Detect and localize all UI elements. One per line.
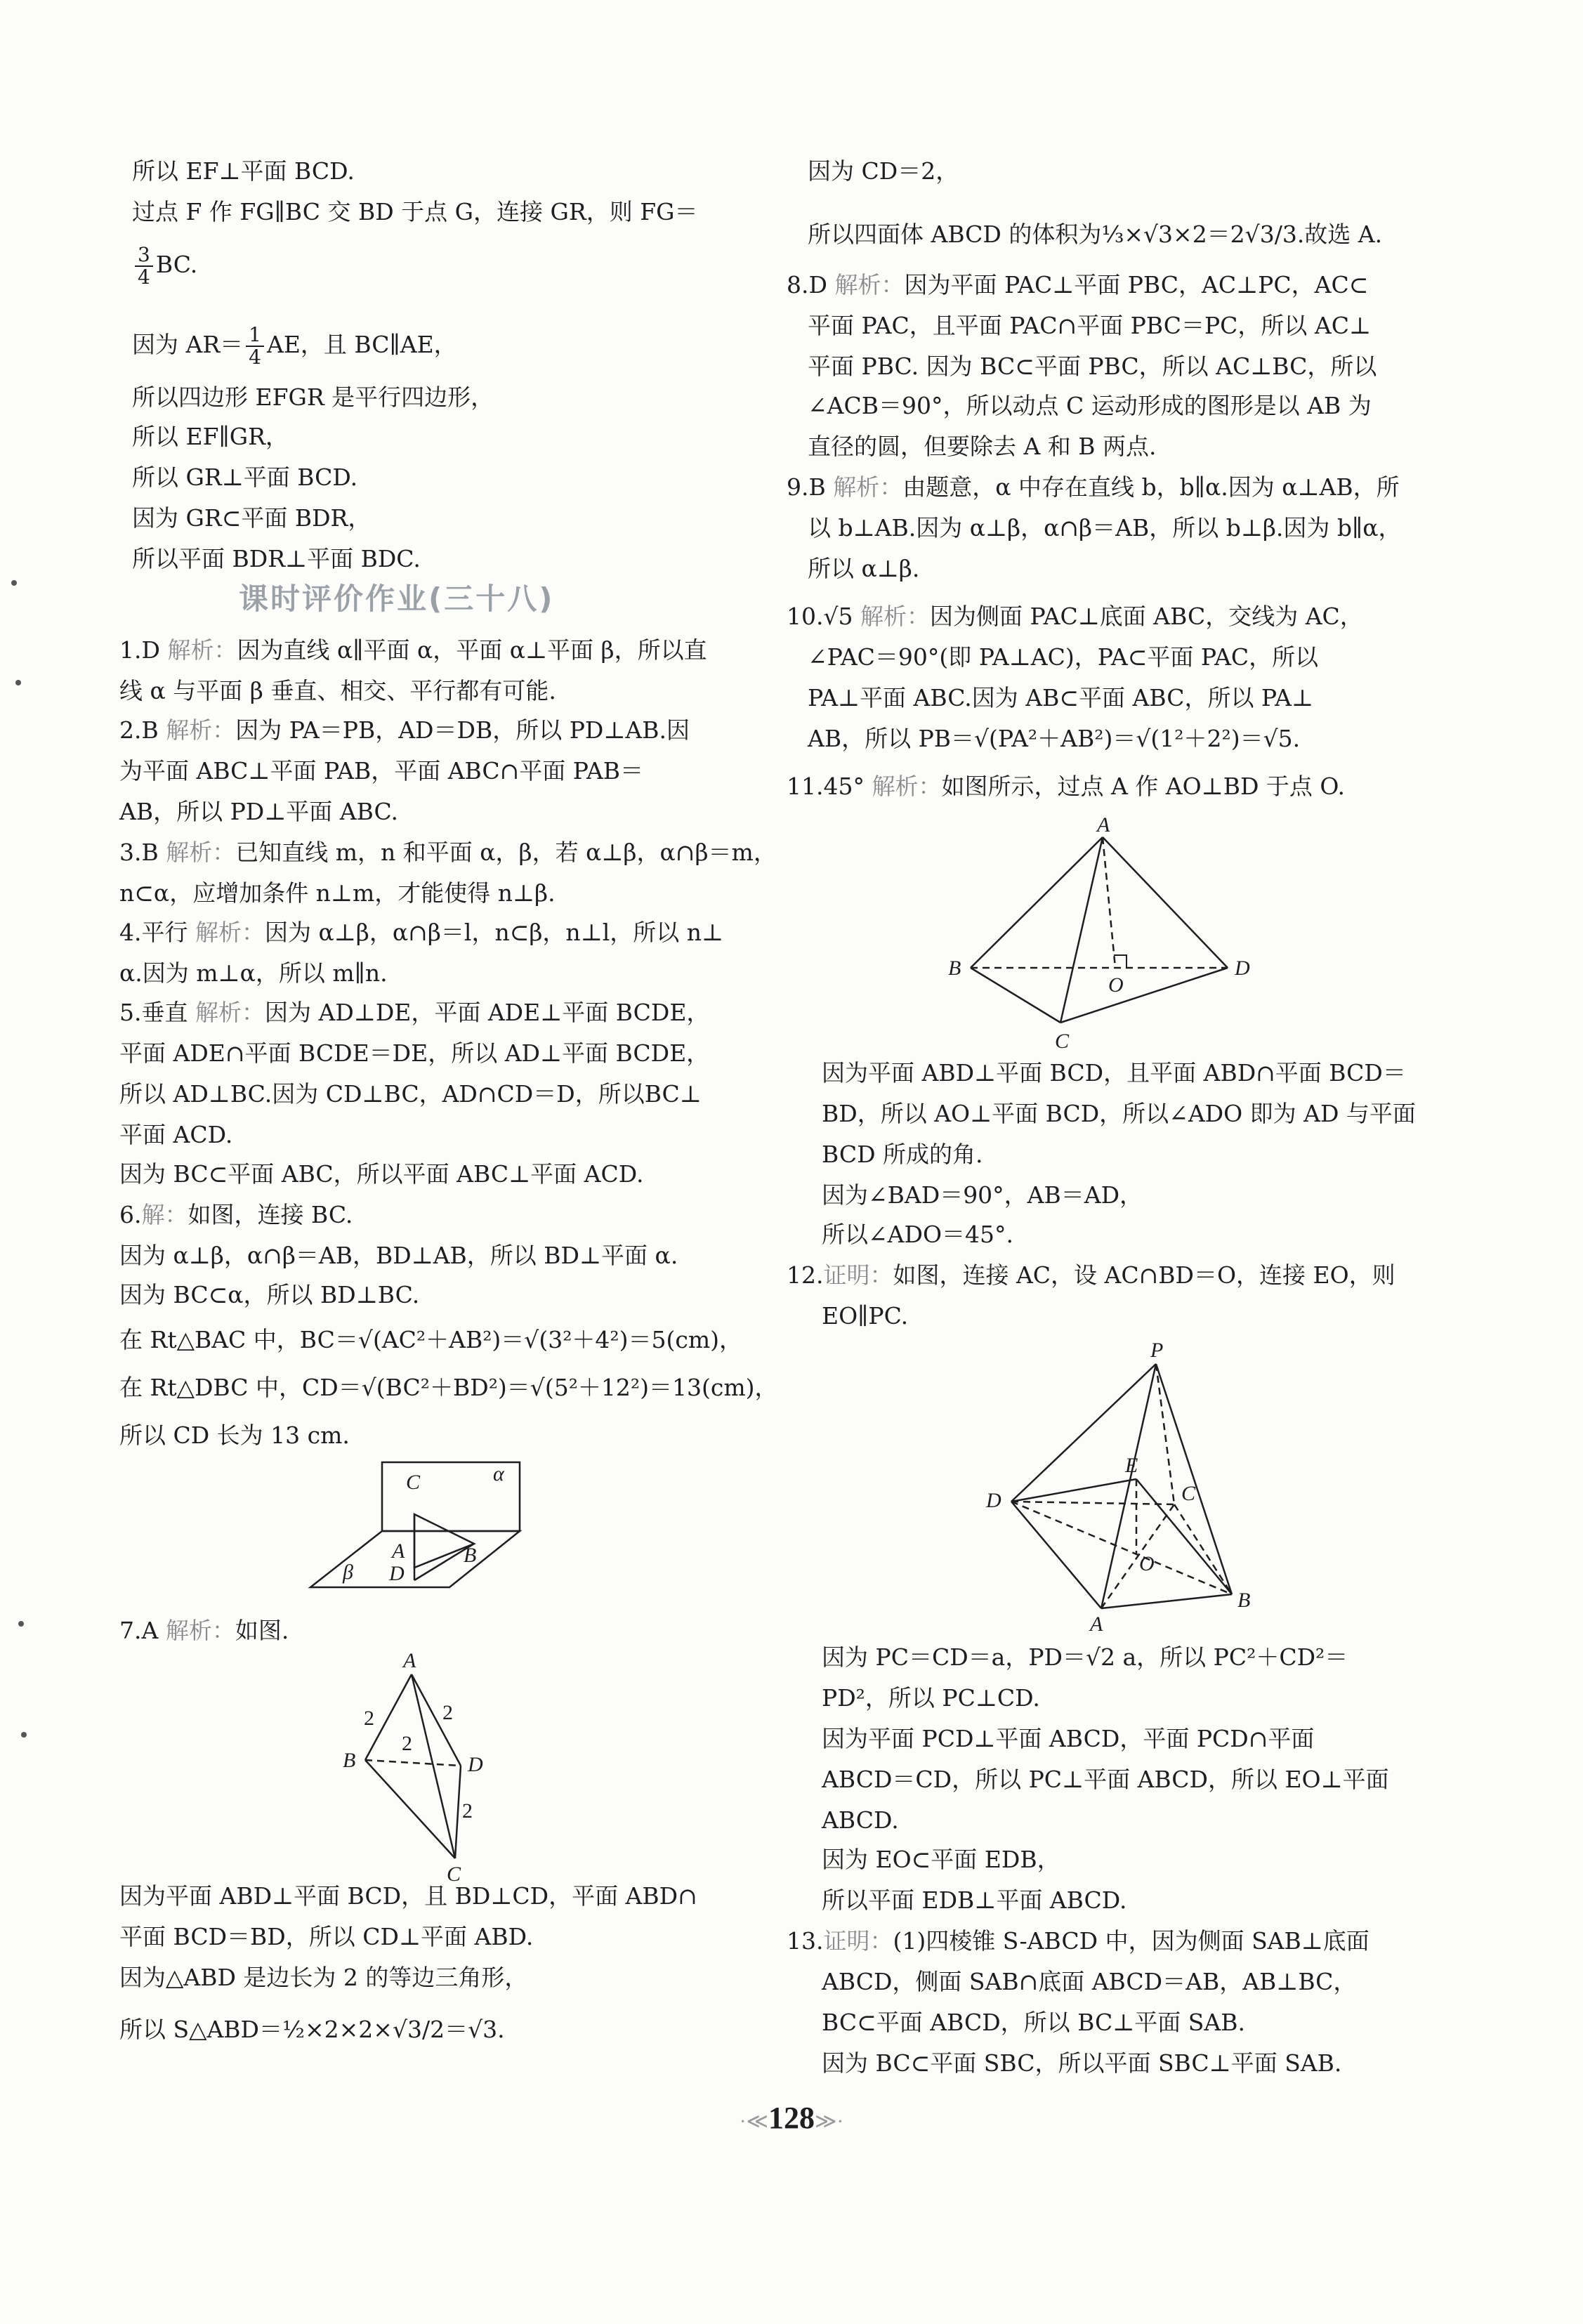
text-line: 因为 BC⊂α，所以 BD⊥BC. [119,1281,420,1308]
text-line: 因为平面 ABD⊥平面 BCD，且平面 ABD∩平面 BCD＝ [822,1059,1406,1086]
text-line: BCD 所成的角. [822,1141,983,1168]
edge-ac [1060,837,1103,1023]
edge-ab [1101,1594,1232,1608]
text-line: 所以 S△ABD＝½×2×2×√3/2＝√3. [119,2016,505,2043]
text-line: 所以 α⊥β. [808,555,920,582]
figure-12 [976,1341,1299,1636]
text-line: 因为 CD＝2， [808,157,959,185]
text-line: ABCD. [822,1806,899,1834]
text-line: 因为平面 ABD⊥平面 BCD，且 BD⊥CD，平面 ABD∩ [119,1882,697,1910]
length-label: 2 [442,1701,453,1724]
label-p: P [1150,1339,1164,1362]
label-d: D [1235,957,1250,980]
figure-7 [337,1649,513,1886]
label-c: C [406,1471,421,1494]
edge-de [1011,1479,1136,1502]
text-line: 直径的圆，但要除去 A 和 B 两点. [808,433,1157,460]
label-a: A [403,1649,416,1672]
answer-10: 10.√5 解析：因为侧面 PAC⊥底面 ABC，交线为 AC， [787,603,1363,630]
text-line: 因为平面 PCD⊥平面 ABCD，平面 PCD∩平面 [822,1725,1315,1752]
text-line: 过点 F 作 FG∥BC 交 BD 于点 G，连接 GR，则 FG＝ [132,198,698,225]
answer-7: 7.A 解析：如图. [119,1617,289,1644]
text-line: 因为 EO⊂平面 EDB， [822,1846,1060,1873]
edge-ad [1103,837,1228,968]
label-o: O [1108,973,1124,997]
text-line: 平面 PBC. 因为 BC⊂平面 PBC，所以 AC⊥BC，所以 [808,353,1377,380]
text-line: 所以 EF∥GR， [132,423,289,450]
text-line: EO∥PC. [822,1302,909,1330]
answer-6: 6.解：如图，连接 BC. [119,1201,353,1228]
length-label: 2 [462,1799,473,1823]
answer-5: 5.垂直 解析：因为 AD⊥DE，平面 ADE⊥平面 BCDE， [119,999,710,1026]
label-a: A [1090,1613,1103,1636]
text-line: 所以 GR⊥平面 BCD. [132,464,358,491]
label-e: E [1125,1454,1138,1477]
answer-12: 12.证明：如图，连接 AC，设 AC∩BD＝O，连接 EO，则 [787,1261,1395,1289]
margin-mark [18,1621,24,1627]
text-line: 所以 EF⊥平面 BCD. [132,157,355,185]
text-line: 因为 AR＝ $\frac{1}{4}$ AE，且 BC∥AE， [132,323,457,369]
text-line: 因为 BC⊂平面 SBC，所以平面 SBC⊥平面 SAB. [822,2049,1342,2077]
text-line: $\frac{3}{4}$ BC. [132,244,197,288]
edge-ab [971,837,1103,968]
label-c: C [1055,1030,1070,1053]
label-c: C [1181,1482,1196,1505]
text-line: 因为∠BAD＝90°，AB＝AD， [822,1181,1143,1209]
label-a: A [392,1540,405,1563]
edge-ad [412,1674,461,1766]
edge-cb [1174,1504,1232,1594]
edge-dc [1060,968,1228,1023]
answer-13: 13.证明：(1)四棱锥 S-ABCD 中，因为侧面 SAB⊥底面 [787,1927,1369,1955]
figure-11 [948,813,1257,1053]
figure-6 [309,1461,541,1601]
text-line: 平面 BCD＝BD，所以 CD⊥平面 ABD. [119,1923,534,1950]
label-o: O [1139,1552,1155,1575]
text-line: 所以四面体 ABCD 的体积为⅓×√3×2＝2√3/3.故选 A. [808,221,1383,248]
text-line: α.因为 m⊥α，所以 m∥n. [119,959,388,987]
answer-1: 1.D 解析：因为直线 α∥平面 α，平面 α⊥平面 β，所以直 [119,636,707,664]
section-title: 课时评价作业(三十八) [239,582,555,616]
margin-mark [21,1732,27,1738]
edge-ao [1103,837,1115,968]
answer-4: 4.平行 解析：因为 α⊥β，α∩β＝l，n⊂β，n⊥l，所以 n⊥ [119,919,724,946]
text-line: 为平面 ABC⊥平面 PAB，平面 ABC∩平面 PAB＝ [119,757,644,784]
text-line: ∠ACB＝90°，所以动点 C 运动形成的图形是以 AB 为 [808,392,1372,419]
text-line: 在 Rt△BAC 中，BC＝√(AC²＋AB²)＝√(3²＋4²)＝5(cm)， [119,1326,743,1353]
edge-da [1011,1502,1101,1608]
label-c: C [447,1863,461,1886]
text-line: BC⊂平面 ABCD，所以 BC⊥平面 SAB. [822,2009,1245,2036]
label-b: B [464,1544,477,1567]
text-line: 因为 α⊥β，α∩β＝AB，BD⊥AB，所以 BD⊥平面 α. [119,1242,678,1269]
margin-mark [11,580,17,586]
text-line: AB，所以 PD⊥平面 ABC. [119,798,399,825]
edge-pd [1011,1364,1156,1502]
text-line: PA⊥平面 ABC.因为 AB⊂平面 ABC，所以 PA⊥ [808,684,1313,711]
answer-2: 2.B 解析：因为 PA＝PB，AD＝DB，所以 PD⊥AB.因 [119,716,690,744]
text-line: PD²，所以 PC⊥CD. [822,1684,1040,1712]
right-angle-mark [1114,955,1127,968]
edge-bc [365,1760,455,1858]
edge-dc [1011,1502,1174,1504]
edge-pb [1156,1364,1232,1594]
page-number: ·≪128≫· [739,2101,844,2135]
answer-3: 3.B 解析：已知直线 m，n 和平面 α，β，若 α⊥β，α∩β＝m， [119,839,777,866]
text-line: BD，所以 AO⊥平面 BCD，所以∠ADO 即为 AD 与平面 [822,1100,1416,1127]
fraction: $\frac{3}{4}$ [135,244,153,288]
text-line: ABCD＝CD，所以 PC⊥平面 ABCD，所以 EO⊥平面 [822,1766,1389,1793]
edge-pc [1156,1364,1174,1504]
length-label: 2 [364,1707,374,1730]
label-d: D [389,1562,405,1585]
text-line: ∠PAC＝90°(即 PA⊥AC)，PA⊂平面 PAC，所以 [808,643,1319,671]
label-beta: β [343,1561,353,1584]
text-line: 所以 AD⊥BC.因为 CD⊥BC，AD∩CD＝D，所以BC⊥ [119,1080,702,1108]
text-line: 以 b⊥AB.因为 α⊥β，α∩β＝AB，所以 b⊥β.因为 b∥α， [808,514,1402,541]
text-line: 所以∠ADO＝45°. [822,1221,1013,1248]
text-line: 平面 ADE∩平面 BCDE＝DE，所以 AD⊥平面 BCDE， [119,1039,710,1067]
text-line: 线 α 与平面 β 垂直、相交、平行都有可能. [119,677,556,704]
label-d: D [986,1489,1001,1512]
text-line: 在 Rt△DBC 中，CD＝√(BC²＋BD²)＝√(5²＋12²)＝13(cm)， [119,1374,778,1401]
length-label: 2 [402,1732,412,1755]
text-line: ABCD，侧面 SAB∩底面 ABCD＝AB，AB⊥BC， [822,1968,1357,1995]
text-line: 所以四边形 EFGR 是平行四边形， [132,383,494,411]
text-line: 所以 CD 长为 13 cm. [119,1422,350,1449]
label-alpha: α [493,1462,504,1485]
text-line: 所以平面 BDR⊥平面 BDC. [132,545,421,572]
text-line: 平面 PAC，且平面 PAC∩平面 PBC＝PC，所以 AC⊥ [808,312,1372,339]
margin-mark [15,680,21,685]
text-line: 因为 GR⊂平面 BDR， [132,504,372,532]
answer-11: 11.45° 解析：如图所示，过点 A 作 AO⊥BD 于点 O. [787,773,1346,800]
edge-bd [365,1760,461,1766]
edge-dc [455,1766,461,1858]
text-line: 因为 BC⊂平面 ABC，所以平面 ABC⊥平面 ACD. [119,1160,644,1188]
label-b: B [343,1749,356,1772]
text-line: 因为△ABD 是边长为 2 的等边三角形， [119,1964,528,1991]
label-a: A [1097,813,1110,836]
label-b: B [1237,1589,1251,1612]
text-line: 所以平面 EDB⊥平面 ABCD. [822,1886,1127,1914]
text-line: AB，所以 PB＝√(PA²＋AB²)＝√(1²＋2²)＝√5. [808,725,1301,752]
label-b: B [948,957,961,980]
text-line: n⊂α，应增加条件 n⊥m，才能使得 n⊥β. [119,879,556,907]
text-line: 平面 ACD. [119,1121,233,1148]
label-d: D [468,1753,483,1776]
fraction: $\frac{1}{4}$ [246,324,264,368]
answer-8: 8.D 解析：因为平面 PAC⊥平面 PBC，AC⊥PC，AC⊂ [787,271,1369,298]
answer-9: 9.B 解析：由题意，α 中存在直线 b，b∥α.因为 α⊥AB，所 [787,473,1400,501]
text-line: 因为 PC＝CD＝a，PD＝√2 a，所以 PC²＋CD²＝ [822,1643,1348,1671]
edge-bc [971,968,1060,1023]
